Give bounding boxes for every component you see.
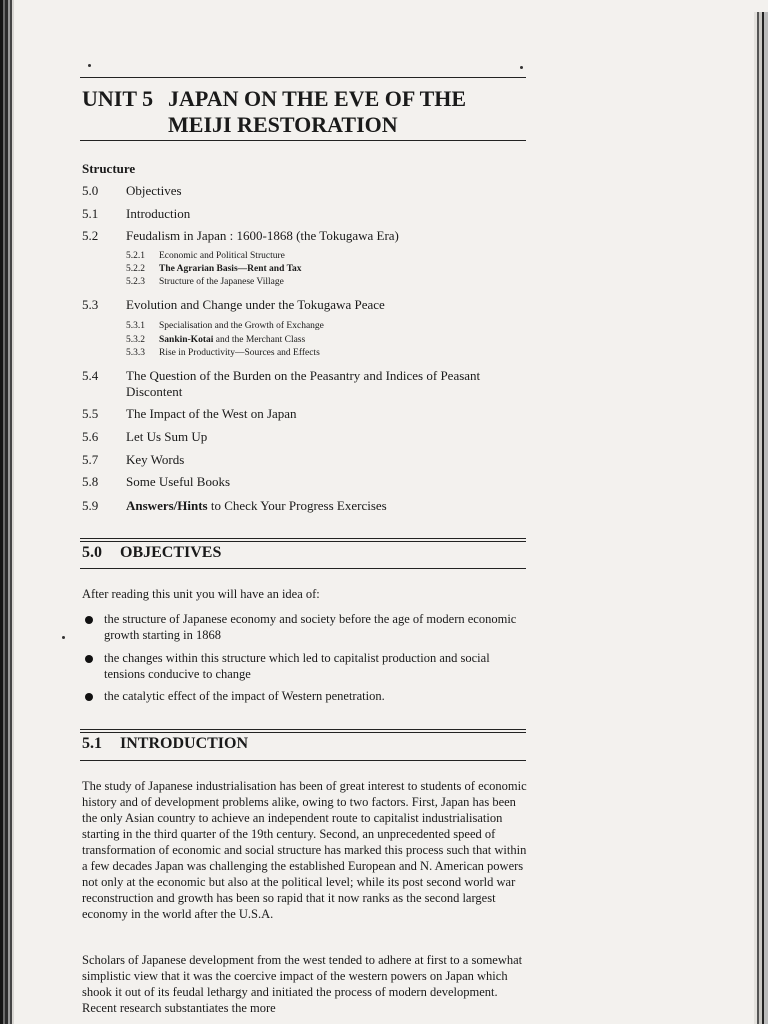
bullet-dot-icon — [85, 655, 93, 663]
toc-item-number: 5.6 — [82, 429, 99, 444]
unit-title-line-1: JAPAN ON THE EVE OF THE — [168, 86, 467, 111]
toc-subitem — [126, 320, 324, 332]
objective-text: the catalytic effect of the impact of Western penetration. — [104, 689, 385, 703]
objective-text: the structure of Japanese economy and society before the age of modern economic growth starting in 1868 — [104, 612, 517, 642]
scan-binding-right — [754, 12, 768, 1024]
scan-speck — [62, 636, 65, 639]
objectives-top-rule — [80, 538, 526, 542]
toc-item-title — [126, 498, 526, 514]
toc-item-number: 5.9 — [82, 498, 99, 513]
title-bottom-rule — [80, 140, 526, 141]
toc-subitem — [126, 334, 305, 346]
toc-item-number: 5.1 — [82, 206, 99, 221]
structure-label: Structure — [82, 161, 136, 176]
toc-subitem — [126, 347, 320, 359]
toc-subitem-number: 5.3.3 — [126, 348, 145, 358]
bullet-dot-icon — [85, 616, 93, 624]
toc-subitem-title: Rise in Productivity—Sources and Effects — [159, 348, 320, 358]
unit-title-line-2: MEIJI RESTORATION — [168, 112, 398, 137]
introduction-heading — [82, 735, 248, 753]
introduction-top-rule — [80, 729, 526, 733]
toc-item-title: Feudalism in Japan : 1600-1868 (the Tokugawa Era) — [126, 228, 399, 243]
toc-item-title: Objectives — [126, 183, 182, 198]
section-title: OBJECTIVES — [120, 544, 222, 561]
toc-item-title: The Impact of the West on Japan — [126, 406, 297, 421]
toc-item-title: Introduction — [126, 206, 191, 221]
toc-subitem-title: The Agrarian Basis—Rent and Tax — [159, 264, 302, 274]
toc-item-title: Let Us Sum Up — [126, 429, 208, 444]
bullet-dot-icon — [85, 693, 93, 701]
toc-item-title: The Question of the Burden on the Peasantry and Indices of Peasant Discontent — [126, 368, 481, 399]
objective-text: the changes within this structure which led to capitalist production and social tensions conducive to change — [104, 651, 490, 681]
toc-item-title-bold: Answers/Hints — [126, 498, 208, 513]
toc-item-number: 5.8 — [82, 474, 99, 489]
objectives-bottom-rule — [80, 568, 526, 569]
scan-binding-left — [0, 0, 14, 1024]
introduction-paragraph-1: The study of Japanese industrialisation has been of great interest to students of economic history and of development problems alike, owing to two factors. First, Japan has been the only Asian country to achieve an independent route to capitalist industrialisation starting in the third quarter of the 19th century. Second, an unprecedented speed of transformation of economic and social structure has marked this process such that within a few decades Japan was challenging the established European and N. American powers not only at the economic but also at the political level; while its post second world war reconstruction and growth has been so rapid that it now ranks as the second largest economy in the world after the U.S.A. — [82, 779, 527, 921]
objectives-heading — [82, 544, 221, 562]
scan-speck — [520, 66, 523, 69]
section-number: 5.0 — [82, 544, 102, 561]
toc-item-number: 5.2 — [82, 228, 99, 243]
toc-item-number: 5.5 — [82, 406, 99, 421]
section-number: 5.1 — [82, 735, 102, 752]
introduction-paragraph-2: Scholars of Japanese development from the west tended to adhere at first to a somewhat simplistic view that it was the coercive impact of the western powers on Japan which shook it out of its feudal lethargy and initiated the process of modern development. Recent research substantiates the more — [82, 953, 523, 1015]
unit-number: UNIT 5 — [82, 86, 154, 111]
toc-subitem — [126, 263, 302, 275]
toc-subitem-number: 5.3.1 — [126, 321, 145, 331]
toc-item-number: 5.7 — [82, 452, 99, 467]
toc-subitem-number: 5.2.3 — [126, 277, 145, 287]
toc-item-title: Some Useful Books — [126, 474, 230, 489]
toc-item-title-rest: to Check Your Progress Exercises — [207, 498, 387, 513]
toc-subitem-title-rest: and the Merchant Class — [213, 335, 306, 345]
toc-subitem-number: 5.3.2 — [126, 335, 145, 345]
section-title: INTRODUCTION — [120, 735, 249, 752]
introduction-bottom-rule — [80, 760, 526, 761]
toc-item-title: Key Words — [126, 452, 185, 467]
toc-subitem-title-bold: Sankin-Kotai — [159, 335, 214, 345]
toc-subitem-title: Structure of the Japanese Village — [159, 277, 284, 287]
title-top-rule — [80, 77, 526, 78]
toc-subitem-title: Specialisation and the Growth of Exchange — [159, 321, 324, 331]
scan-speck — [88, 64, 91, 67]
toc-subitem-number: 5.2.1 — [126, 251, 145, 261]
toc-item-number: 5.4 — [82, 368, 99, 383]
toc-item-number: 5.0 — [82, 183, 99, 198]
toc-subitem — [126, 276, 284, 288]
toc-item-number: 5.3 — [82, 297, 99, 312]
toc-item-title: Evolution and Change under the Tokugawa Peace — [126, 297, 385, 312]
objectives-intro: After reading this unit you will have an idea of: — [82, 587, 320, 601]
toc-subitem-title: Economic and Political Structure — [159, 251, 285, 261]
toc-subitem — [126, 250, 285, 262]
toc-subitem-number: 5.2.2 — [126, 264, 145, 274]
